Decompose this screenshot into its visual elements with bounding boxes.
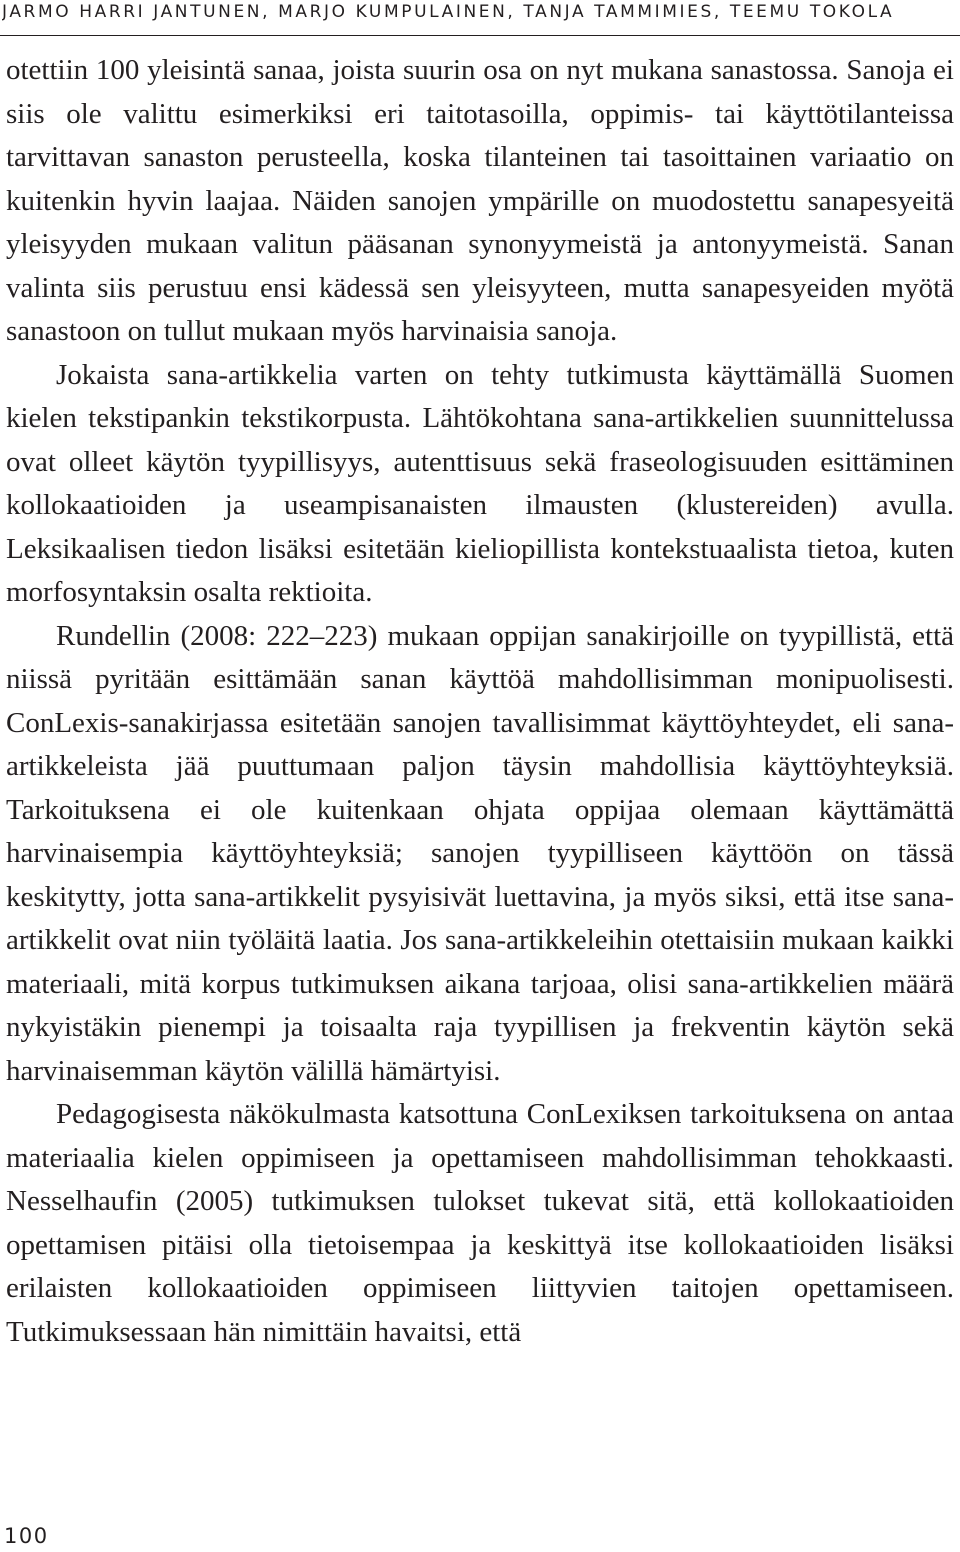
header-rule bbox=[0, 35, 960, 36]
paragraph-2: Jokaista sana-artikkelia varten on tehty tutkimusta käyttämällä Suomen kielen tekstipankin tekstikorpusta. Lähtökohtana sana-artikkelien suunnittelussa ovat olleet käytön tyypillisyys, autenttisuus sekä fraseologisuuden esittäminen kollokaatioiden ja useampisanaisten ilmausten (klustereiden) avulla. Leksikaalisen tiedon lisäksi esitetään kieliopillista kontekstuaalista tietoa, kuten morfosyntaksin osalta rektioita. bbox=[6, 358, 954, 608]
paragraph-4: Pedagogisesta näkökulmasta katsottuna ConLexiksen tarkoituksena on antaa materiaalia kielen oppimiseen ja opettamiseen mahdollisimman tehokkaasti. Nesselhaufin (2005) tutkimuksen tulokset tukevat sitä, että kollokaatioiden opettamisen pitäisi olla tietoisempaa ja keskittyä itse kollokaatioiden lisäksi erilaisten kollokaatioiden oppimiseen liittyvien taitojen opettamiseen. Tutkimuksessaan hän nimittäin havaitsi, että bbox=[6, 1098, 954, 1348]
paragraph-3: Rundellin (2008: 222–223) mukaan oppijan sanakirjoille on tyypillistä, että niissä pyritään esittämään sanan käyttöä mahdollisimman monipuolisesti. ConLexis-sanakirjassa esitetään sanojen tavallisimmat käyttöyhteydet, eli sana-artikkeleista jää puuttumaan paljon täysin mahdollisia käyttöyhteyksiä. Tarkoituksena ei ole kuitenkaan ohjata oppijaa olemaan käyttämättä harvinaisempia käyttöyhteyksiä; sanojen tyypilliseen käyttöön on tässä keskitytty, jotta sana-artikkelit pysyisivät luettavina, ja myös siksi, että itse sana-artikkelit ovat niin työläitä laatia. Jos sana-artikkeleihin otettaisiin mukaan kaikki materiaali, mitä korpus tutkimuksen aikana tarjoaa, olisi sana-artikkelien määrä nykyistäkin pienempi ja toisaalta raja tyypillisen ja frekventin käytön sekä harvinaisemman käytön välillä hämärtyisi. bbox=[6, 619, 954, 1087]
paragraph-1: otettiin 100 yleisintä sanaa, joista suurin osa on nyt mukana sanastossa. Sanoja ei siis ole valittu esimerkiksi eri taitotasoilla, oppimis- tai käyttötilanteissa tarvittavan sanaston perusteella, koska tilanteinen tai tasoittainen variaatio on kuitenkin hyvin laajaa. Näiden sanojen ympärille on muodostettu sanapesyeitä yleisyyden mukaan valitun pääsanan synonyymeistä ja antonyymeistä. Sanan valinta siis perustuu ensi kädessä sen yleisyyteen, mutta sanapesyeiden myötä sanastoon on tullut mukaan myös harvinaisia sanoja. bbox=[6, 54, 954, 347]
page-number: 100 bbox=[4, 1524, 49, 1548]
body-text bbox=[6, 49, 954, 1354]
running-head: JARMO HARRI JANTUNEN, MARJO KUMPULAINEN, TANJA TAMMIMIES, TEEMU TOKOLA bbox=[2, 2, 895, 22]
